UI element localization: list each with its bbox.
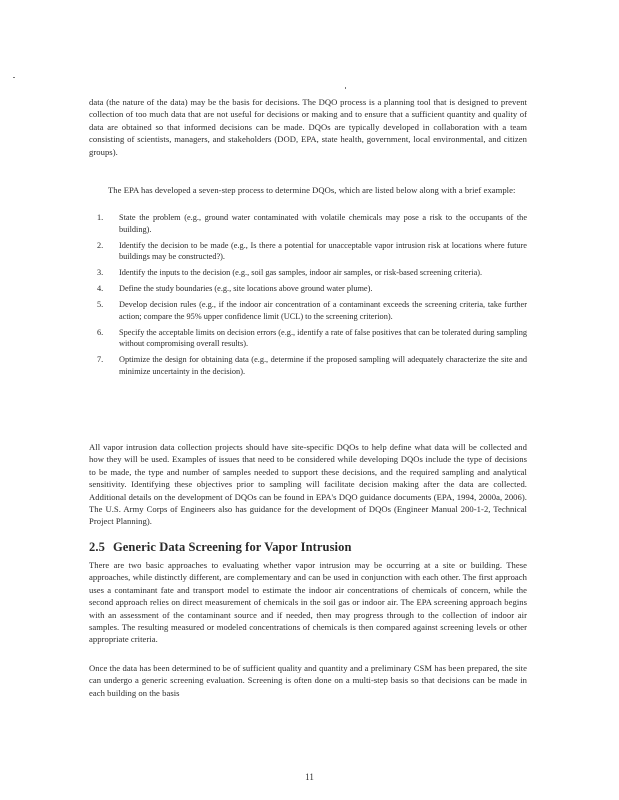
scan-speck bbox=[345, 87, 346, 89]
screening-approach-paragraph: There are two basic approaches to evaluating whether vapor intrusion may be occurring at a site or building. These approaches, while distinctly different, are complementary and can be used in conjunction with each other. The first approach uses a contaminant fate and transport model to estimate the indoor air concentrations of chemicals of concern, while the second approach relies on direct measurement of chemicals in the soil gas or indoor air. The EPA screening approach begins with an assessment of the contaminant source and if needed, then may progress through to the collection of indoor air samples. The resulting measured or modeled concentrations of chemicals is then compared against screening levels or other appropriate criteria. bbox=[89, 560, 527, 645]
list-item bbox=[89, 354, 527, 377]
step-number: 4. bbox=[97, 284, 104, 294]
list-item bbox=[89, 299, 527, 322]
section-heading bbox=[89, 540, 352, 555]
step-number: 1. bbox=[97, 213, 104, 222]
dqo-steps-list bbox=[89, 212, 527, 382]
step-text: State the problem (e.g., ground water contaminated with volatile chemicals may pose a risk to the occupants of the building). bbox=[119, 213, 527, 234]
scan-speck bbox=[13, 77, 15, 78]
section-number: 2.5 bbox=[89, 540, 105, 554]
section-title: Generic Data Screening for Vapor Intrusion bbox=[112, 540, 352, 554]
page-number: 11 bbox=[305, 772, 314, 782]
step-text: Develop decision rules (e.g., if the indoor air concentration of a contaminant exceeds the screening criteria, take further action; compare the 95% upper confidence limit (UCL) to the screening criterion). bbox=[119, 300, 527, 321]
step-number: 6. bbox=[97, 327, 104, 337]
step-number: 7. bbox=[97, 355, 104, 365]
list-item bbox=[89, 212, 527, 235]
list-item bbox=[89, 327, 527, 350]
step-text: Identify the inputs to the decision (e.g., soil gas samples, indoor air samples, or risk-based screening criteria). bbox=[119, 268, 483, 278]
step-number: 2. bbox=[97, 240, 104, 250]
step-number: 3. bbox=[97, 268, 104, 278]
dqo-intro-paragraph: The EPA has developed a seven-step process to determine DQOs, which are listed below along with a brief example: bbox=[108, 185, 516, 195]
list-item bbox=[89, 267, 527, 279]
screening-process-paragraph: Once the data has been determined to be of sufficient quality and quantity and a preliminary CSM has been prepared, the site can undergo a generic screening evaluation. Screening is often done on a multi-step basis so that decisions can be made in each building on the basis bbox=[89, 663, 527, 698]
step-text: Optimize the design for obtaining data (e.g., determine if the proposed sampling will adequately characterize the site and minimize uncertainty in the decision). bbox=[119, 355, 527, 376]
step-number: 5. bbox=[97, 300, 104, 310]
list-item bbox=[89, 240, 527, 263]
list-item bbox=[89, 283, 527, 295]
intro-paragraph: data (the nature of the data) may be the basis for decisions. The DQO process is a planning tool that is designed to prevent collection of too much data that are not useful for decisions or making and to ensure that a sufficient quantity and quality of data are obtained so that informed decisions can be made. DQOs are typically developed in collaboration with a team consisting of scientists, managers, and stakeholders (DOD, EPA, state health, government, local environmental, and citizen groups). bbox=[89, 97, 527, 157]
data-collection-paragraph: All vapor intrusion data collection projects should have site-specific DQOs to help define what data will be collected and how they will be used. Examples of issues that need to be considered while developing DQOs include the type of decisions to be made, the type and number of samples needed to support these decisions, and the required sampling and analytical sensitivity. Identifying these objectives prior to sampling will facilitate decision making after the data are collected. Additional details on the development of DQOs can be found in EPA's DQO guidance documents (EPA, 1994, 2000a, 2006). The U.S. Army Corps of Engineers also has guidance for the development of DQOs (Engineer Manual 200-1-2, Technical Project Planning). bbox=[89, 442, 527, 527]
step-text: Specify the acceptable limits on decision errors (e.g., identify a rate of false positives that can be tolerated during sampling without compromising overall results). bbox=[119, 327, 527, 349]
step-text: Define the study boundaries (e.g., site locations above ground water plume). bbox=[119, 284, 373, 294]
step-text: Identify the decision to be made (e.g., Is there a potential for unacceptable vapor intrusion risk at locations where future buildings may be constructed?). bbox=[119, 240, 527, 262]
